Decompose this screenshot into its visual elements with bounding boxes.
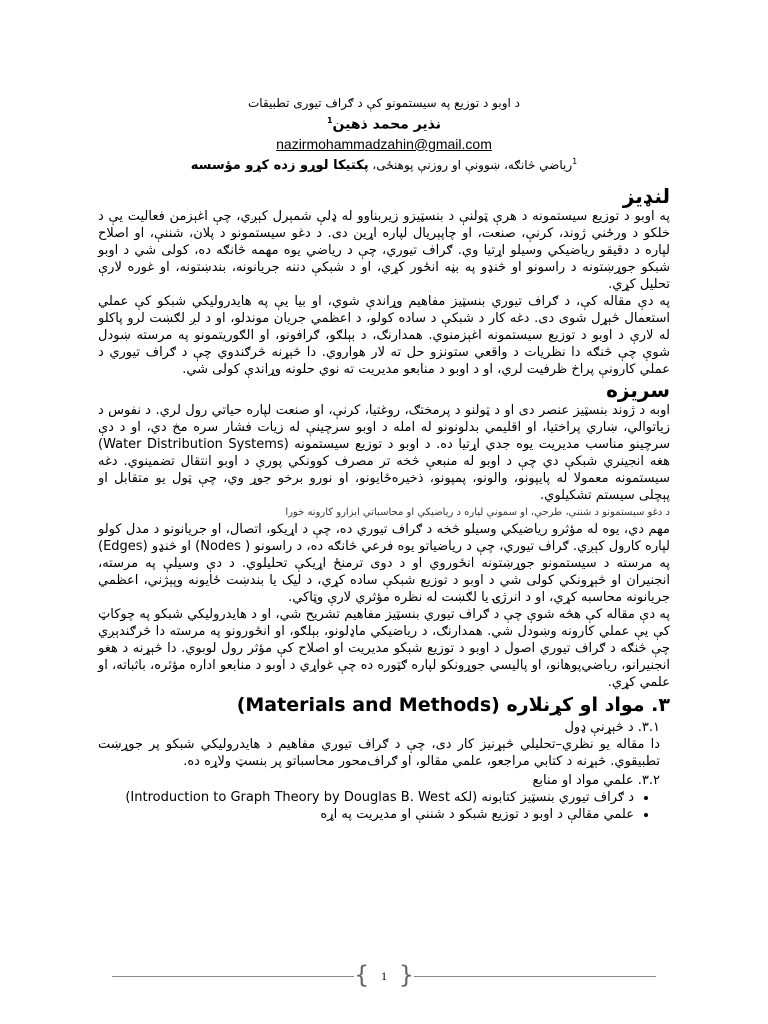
paper-header <box>98 94 670 174</box>
footer-divider-left <box>112 976 354 977</box>
affiliation-superscript: 1 <box>326 116 333 125</box>
introduction-paragraph-2: مهم دي، یوه له مؤثرو ریاضیکي وسیلو څخه د ګراف تیوري ده، چې د اړیکو، اتصال، او جریانونو د مدل کولو لپاره کارول کېږي. ګراف تیوري، چې د ریاضیاتو یوه فرعي څانګه ده، د راسونو ( Nodes) او څنډو (Edges) په مرسته د سیستمونو جوړښتونه انځوروي او د دوی ترمنځ اړیکې تحلیلوي. د دې وسیلې په مرسته، انجنیران او څېړونکي کولی شي د اوبو د توزیع شبکې ساده کړي، د لیک یا بندښت ځایونه وپېژني، اعظمي جریانونه محاسبه کړي، او د انرژۍ یا لګښت له نظره مؤثري لارې وټاکي. <box>98 521 670 605</box>
sources-list <box>98 789 670 823</box>
author-line <box>98 112 670 134</box>
introduction-paragraph-1: اوبه د ژوند بنسټیز عنصر دی او د ټولنو د پرمختګ، روغتیا، کرنې، او صنعت لپاره حیاتي رول لري. د نفوس د زیاتوالي، ښاري پراختیا، او اقلیمي بدلونونو له امله د اوبو سرچینې له زیات فشار سره مخ دي، او د دې سرچینو مناسب مدیریت یوه جدي اړتیا ده. د اوبو د توزیع سیستمونه (Water Distribution Systems) هغه انجینري شبکې دي چې د اوبو له منبعې څخه تر مصرف کوونکي پورې د اوبو انتقال تضمینوي. دغه سیستمونه معمولا له پایپونو، والونو، پمپونو، ذخیره‌ځایونو، او نورو برخو جوړ وي، چې ټول یو متقابل او پېچلی سیستم تشکیلوي. <box>98 402 670 503</box>
email-line <box>98 134 670 153</box>
abstract-paragraph-1: په اوبو د توزیع سیستمونه د هرې ټولنې د بنسټیزو زیربناوو له ډلې شمېرل کېږي، چې اغېزمن فعالیت یې د خلکو د ورځني ژوند، کرنې، صنعت، او چاپېریال لپاره اړین دی. د دغو سیستمونو د پلان، شننې، او اصلاح لپاره د دقیقو ریاضیکي وسیلو اړتیا وي. ګراف تیوري، چې د ریاضي یوه مهمه څانګه ده، کولی شي د اوبو شبکو جوړښتونه د راسونو او څنډو په بڼه انځور کړي، او د شبکې دننه جریانونه، بندښتونه، او غوره لارې تحلیل کړي. <box>98 208 670 292</box>
abstract-paragraph-2: په دې مقاله کې، د ګراف تیوري بنسټیز مفاهیم وړاندې شوي، او بیا یې په هایدرولیکي شبکو کې عملي استعمال څېړل شوی دی. دغه کار د شبکې د ساده کولو، د اعظمي جریان موندلو، او د لږ لګښت لرو پاکلو له لارې د اوبو د توزیع سیستمونه اغېزمنوي. همدارنګ، د بېلګو، ګرافونو، او الګوریتمونو په مرسته ښودل شوې چې څنګه دا نظریات د واقعي ستونزو حل ته لار هواروي. دا څېړنه څرګندوي چې د ګراف تیوري د عملي کارونې پراخ ظرفیت لري، او د اوبو د منابعو مدیریت ته نوي حلونه وړاندې کولی شي. <box>98 293 670 377</box>
research-type-text: دا مقاله یو نظري–تحلیلي څېړنیز کار دی، چې د ګراف تیوري مفاهیم د هایدرولیکي شبکو پر جوړښت تطبیقوي. څېړنه د کتابي مراجعو، علمي مقالو، او ګراف‌محور محاسباتو پر بنسټ ولاړه ده. <box>98 736 660 769</box>
list-item: • علمي مقالې د اوبو د توزیع شبکو د شننې او مدیریت په اړه <box>98 806 634 823</box>
page-content <box>98 94 670 823</box>
methods-heading: ۳. مواد او کړنلاره (Materials and Methods) <box>236 693 670 716</box>
page-number-box <box>356 963 412 989</box>
materials-subheading: ۳.۲. علمي مواد او منابع <box>532 772 660 788</box>
introduction-heading: سریزه <box>606 377 670 402</box>
author-name: نذیر محمد ذهین <box>332 116 442 133</box>
affiliation-text: ریاضي څانګه، ښوونې او روزنې پوهنځی، <box>368 157 573 172</box>
author-email-link[interactable]: nazirmohammadzahin@gmail.com <box>276 135 492 152</box>
list-item: • د ګراف تیوري بنسټیز کتابونه (لکه Introduction to Graph Theory by Douglas B. West) <box>98 789 634 806</box>
affiliation-superscript-2: 1 <box>572 156 578 166</box>
affiliation-line <box>98 153 670 174</box>
footer-divider-right <box>414 976 656 977</box>
institution-name: پکتیکا لوړو زده کړو مؤسسه <box>190 157 369 173</box>
page-number: 1 <box>381 969 387 983</box>
paper-title: د اوبو د توزیع په سیستمونو کې د ګراف تیوری تطبیقات <box>248 96 520 110</box>
left-brace-icon: { <box>354 961 370 989</box>
introduction-paragraph-2-first-line: د دغو سیستمونو د شننې، طرحې، او سمونې لپاره د ریاضیکي او محاسباتي ابزارو کارونه خورا <box>285 506 670 518</box>
abstract-heading: لنډیز <box>622 183 670 208</box>
research-type-subheading: ۳.۱. د څېړنې ډول <box>564 719 660 735</box>
introduction-paragraph-3: په دې مقاله کې هڅه شوې چې د ګراف تیوري بنسټیز مفاهیم تشریح شي، او د هایدرولیکي شبکو په چوکاټ کې یې عملي کارونه وښودل شي. همدارنګ، د ریاضیکي ماډلونو، بېلګو، او انځورونو په مرسته دا څرګندېږي چې څنګه د ګراف تیوري اصول د اوبو د توزیع شبکو مدیریت او اصلاح کې مؤثر رول لوبوي. دا څېړنه د هغو انجنیرانو، ریاضي‌پوهانو، او پالیسي جوړونکو لپاره ګټوره ده چې غواړي د اوبو د منابعو اداره مؤثره، باثباته، او علمي کړي. <box>98 606 670 690</box>
right-brace-icon: } <box>398 961 414 989</box>
